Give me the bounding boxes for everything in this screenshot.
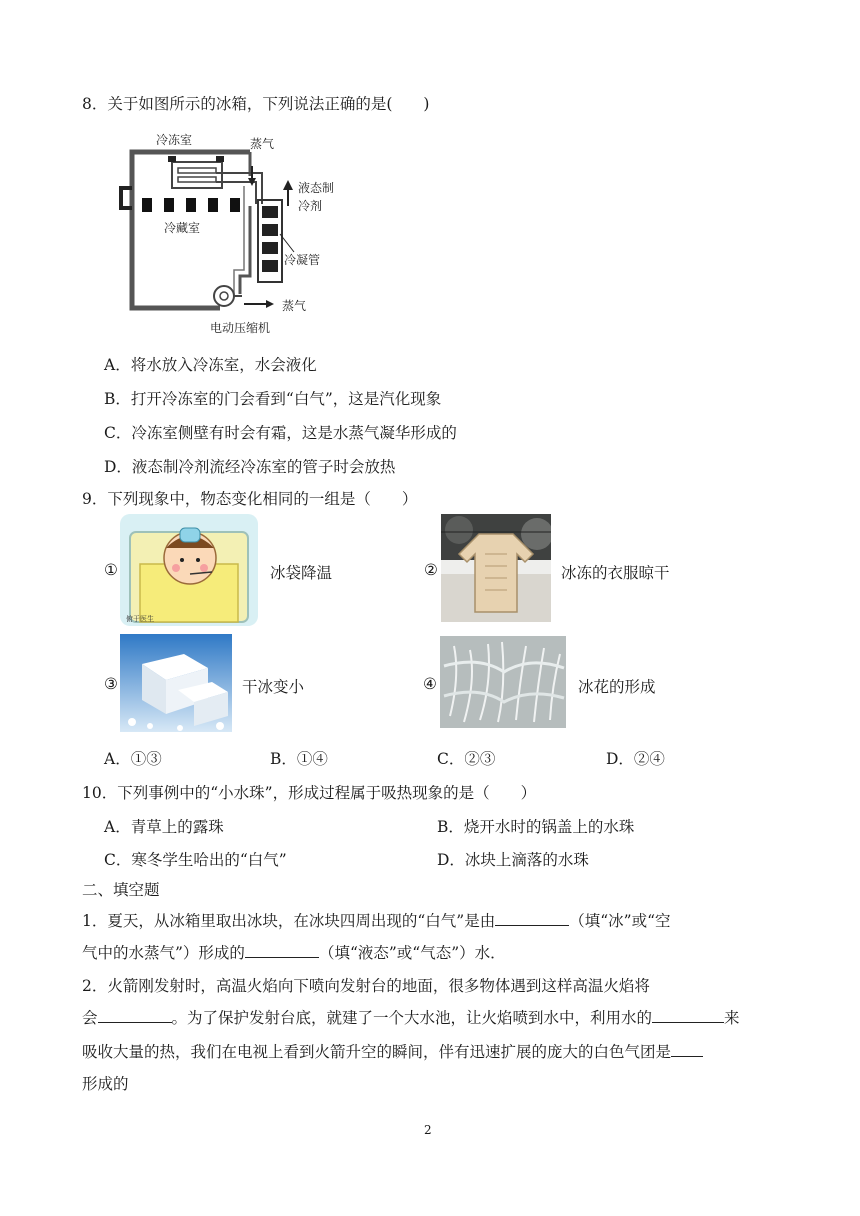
fill-q2-line1: 2．火箭刚发射时，高温火焰向下喷向发射台的地面，很多物体遇到这样高温火焰将 (82, 977, 650, 995)
q10-option-c: C．寒冬学生哈出的“白气” (104, 851, 287, 869)
q8-stem: 8．关于如图所示的冰箱，下列说法正确的是( ) (82, 95, 430, 113)
q9-item-3-label: 干冰变小 (242, 678, 305, 696)
fill-q2-text-d: 吸收大量的热，我们在电视上看到火箭升空的瞬间，伴有迅速扩展的庞大的白色气团是 (82, 1043, 672, 1061)
q9-item-1-num: ① (104, 561, 118, 579)
fill-q1-text-d: （填“液态”或“气态”）水． (318, 944, 506, 962)
q9-option-d: D．②④ (606, 750, 665, 768)
label-freezer: 冷冻室 (156, 133, 193, 147)
section-title: 二、填空题 (82, 881, 160, 899)
label-vapor-top: 蒸气 (250, 137, 275, 151)
q10-option-a: A．青草上的露珠 (104, 818, 224, 836)
fill-q1-line2 (82, 941, 506, 963)
fill-q2-text-c: 来 (724, 1009, 740, 1027)
label-liquid-refrigerant-1: 液态制 (298, 181, 335, 195)
fill-q2-line3 (82, 1040, 703, 1062)
q8-option-a: A．将水放入冷冻室，水会液化 (104, 356, 317, 374)
q10-option-d: D．冰块上滴落的水珠 (437, 851, 589, 869)
refrigerator-diagram (112, 126, 352, 340)
label-condenser: 冷凝管 (284, 253, 321, 267)
q9-item-2-num: ② (424, 561, 438, 579)
q8-option-c: C．冷冻室侧壁有时会有霜，这是水蒸气凝华形成的 (104, 424, 457, 442)
q9-item-1-label: 冰袋降温 (270, 564, 333, 582)
q10-stem: 10．下列事例中的“小水珠”，形成过程属于吸热现象的是（ ） (82, 784, 537, 802)
label-vapor-bottom: 蒸气 (282, 299, 307, 313)
fill-q1-text-c: 气中的水蒸气”）形成的 (82, 944, 245, 962)
dry-ice-image (120, 634, 232, 732)
fill-q1-text-b: （填“冰”或“空 (569, 912, 671, 930)
ice-flower-image (440, 636, 566, 728)
fill-q2-blank-2[interactable] (652, 1021, 724, 1023)
q9-option-b: B．①④ (270, 750, 328, 768)
q8-option-d: D．液态制冷剂流经冷冻室的管子时会放热 (104, 458, 396, 476)
q9-item-4-num: ④ (423, 675, 437, 693)
q9-item-3-num: ③ (104, 675, 118, 693)
q9-option-c: C．②③ (437, 750, 496, 768)
ice-pack-caption: 俯于医生 (126, 615, 154, 623)
q9-option-a: A．①③ (104, 750, 162, 768)
q9-stem: 9．下列现象中，物态变化相同的一组是（ ） (82, 490, 418, 508)
fill-q2-blank-1[interactable] (98, 1021, 172, 1023)
fill-q2-line4: 形成的 (82, 1075, 129, 1093)
fill-q1-line1 (82, 909, 671, 931)
fill-q2-blank-3[interactable] (671, 1055, 703, 1057)
label-compressor: 电动压缩机 (210, 321, 271, 335)
q9-item-4-label: 冰花的形成 (578, 678, 656, 696)
frozen-clothes-image (441, 514, 551, 622)
q10-option-b: B．烧开水时的锅盖上的水珠 (437, 818, 635, 836)
q8-option-b: B．打开冷冻室的门会看到“白气”，这是汽化现象 (104, 390, 442, 408)
fill-q1-text-a: 1．夏天，从冰箱里取出冰块，在冰块四周出现的“白气”是由 (82, 912, 496, 930)
fill-q1-blank-2[interactable] (245, 956, 319, 958)
label-liquid-refrigerant-2: 冷剂 (298, 199, 323, 213)
fill-q2-text-a: 会 (82, 1009, 98, 1027)
label-fridge: 冷藏室 (164, 221, 201, 235)
q9-item-2-label: 冰冻的衣服晾干 (561, 564, 670, 582)
fill-q2-text-b: 。为了保护发射台底，就建了一个大水池，让火焰喷到水中，利用水的 (171, 1009, 653, 1027)
fill-q1-blank-1[interactable] (495, 924, 569, 926)
ice-pack-image (120, 514, 258, 626)
fill-q2-line2 (82, 1006, 740, 1028)
page-number: 2 (424, 1123, 432, 1137)
